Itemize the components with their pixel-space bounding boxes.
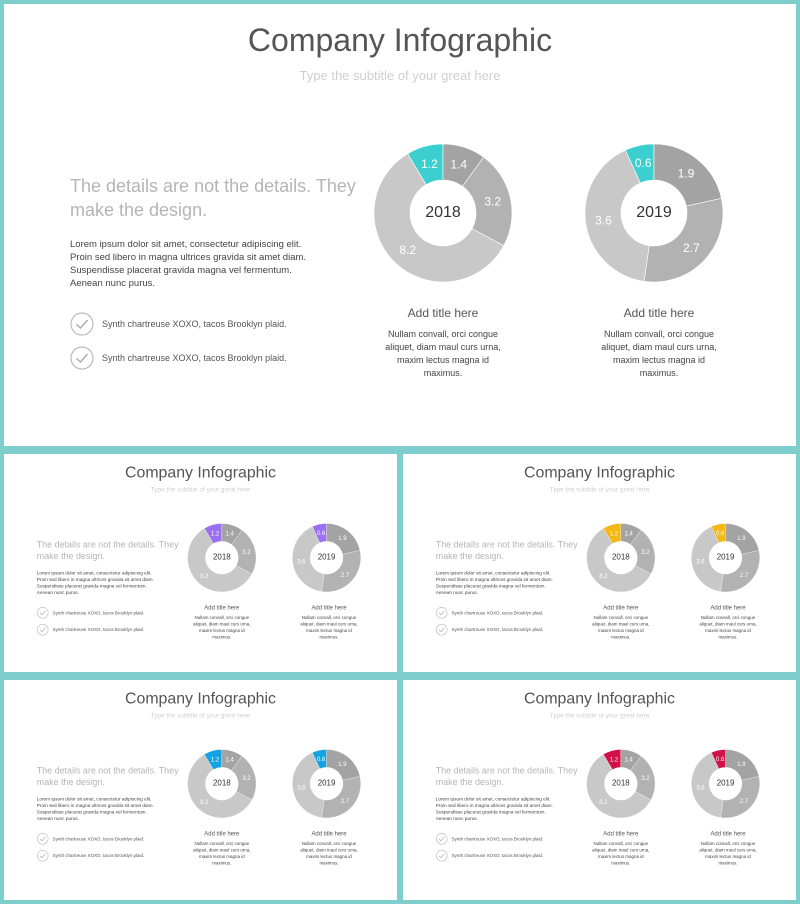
- checklist-item: [436, 607, 543, 619]
- donut-value-label: 0.6: [317, 756, 326, 763]
- slide-title: Company Infographic: [247, 22, 553, 58]
- slide-content: [4, 454, 397, 672]
- slide-subtitle: Type the subtitle of your great here: [150, 711, 251, 720]
- donut-value-label: 3.6: [297, 785, 306, 792]
- check-circle-icon: [37, 624, 49, 636]
- slide-subtitle: Type the subtitle of your great here: [299, 68, 501, 83]
- check-circle-icon: [70, 346, 94, 370]
- donut-value-label: 3.2: [484, 194, 502, 209]
- card-title: Add title here: [623, 306, 695, 320]
- donut-value-label: 2.7: [340, 572, 350, 579]
- slide-title: Company Infographic: [524, 462, 675, 481]
- slide-main: [4, 4, 796, 446]
- checklist-text: Synth chartreuse XOXO, tacos Brooklyn plaid.: [52, 853, 145, 859]
- card-description: Nullam convall, orci congue aliquet, diam maul curs urna, maxim lectus magna id maximus.: [592, 615, 650, 640]
- checklist-item: [436, 833, 543, 845]
- donut-value-label: 1.4: [624, 757, 633, 764]
- donut-value-label: 3.6: [696, 559, 705, 566]
- donut-center-label: 2018: [612, 553, 630, 562]
- slide-title: Company Infographic: [125, 688, 276, 707]
- donut-value-label: 2.7: [340, 798, 350, 805]
- slide-thumbnail-purple: [4, 454, 397, 672]
- donut-value-label: 1.4: [624, 531, 633, 538]
- check-circle-icon: [37, 607, 49, 619]
- body-text: Lorem ipsum dolor sit amet, consectetur adipiscing elit. Proin sed libero in magna ultrices gravida sit amet diam. Suspendisse placerat gravida magna vel fermentum. Aenean nunc purus.: [36, 796, 154, 822]
- check-circle-icon: [37, 833, 49, 845]
- checklist-item: [436, 850, 543, 862]
- checklist-item: [436, 624, 543, 636]
- card-description: Nullam convall, orci congue aliquet, diam maul curs urna, maxim lectus magna id maximus.: [300, 615, 358, 640]
- donut-center-label: 2018: [612, 779, 630, 788]
- slide-thumbnail-blue: [4, 680, 397, 900]
- donut-center-label: 2019: [716, 553, 735, 562]
- card-description: Nullam convall, orci congue aliquet, diam maul curs urna, maxim lectus magna id maximus.: [592, 841, 650, 866]
- card-title: Add title here: [204, 603, 240, 611]
- tagline: The details are not the details. They make the design.: [70, 176, 356, 220]
- checklist-text: Synth chartreuse XOXO, tacos Brooklyn plaid.: [451, 836, 544, 842]
- donut-value-label: 3.2: [641, 776, 650, 783]
- donut-value-label: 0.6: [634, 156, 652, 171]
- donut-value-label: 1.9: [737, 761, 746, 768]
- donut-center-label: 2019: [317, 553, 336, 562]
- checklist-text: Synth chartreuse XOXO, tacos Brooklyn plaid.: [451, 853, 544, 859]
- slide-subtitle: Type the subtitle of your great here: [549, 485, 650, 494]
- card-description: Nullam convall, orci congue aliquet, diam maul curs urna, maxim lectus magna id maximus.: [300, 841, 358, 866]
- card-title: Add title here: [311, 829, 347, 837]
- donut-value-label: 3.2: [242, 550, 251, 557]
- donut-value-label: 2.7: [739, 798, 749, 805]
- check-circle-icon: [70, 312, 94, 336]
- donut-chart-2019: [292, 523, 361, 592]
- donut-value-label: 1.9: [737, 535, 746, 542]
- donut-center-label: 2018: [213, 553, 231, 562]
- slide-content: [4, 680, 397, 899]
- card-title: Add title here: [204, 829, 240, 837]
- body-text: Lorem ipsum dolor sit amet, consectetur adipiscing elit. Proin sed libero in magna ultrices gravida sit amet diam. Suspendisse placerat gravida magna vel fermentum. Aenean nunc purus.: [435, 796, 553, 822]
- card-title: Add title here: [710, 829, 746, 837]
- donut-value-label: 0.6: [317, 530, 326, 537]
- donut-value-label: 2.7: [739, 572, 749, 579]
- card-title: Add title here: [710, 603, 746, 611]
- tagline: The details are not the details. They make the design.: [435, 539, 578, 562]
- donut-value-label: 1.2: [421, 156, 438, 171]
- donut-chart-2019: [691, 523, 760, 592]
- body-text: Lorem ipsum dolor sit amet, consectetur adipiscing elit. Proin sed libero in magna ultrices gravida sit amet diam. Suspendisse placerat gravida magna vel fermentum. Aenean nunc purus.: [70, 239, 307, 289]
- donut-chart-2019: [292, 749, 361, 818]
- donut-chart-2018: [586, 749, 655, 818]
- checklist-item: [70, 312, 287, 336]
- donut-center-label: 2019: [636, 204, 672, 221]
- donut-value-label: 0.6: [716, 756, 725, 763]
- donut-chart-2018: [373, 143, 513, 283]
- slide-content: [403, 454, 796, 672]
- card-description: Nullam convall, orci congue aliquet, diam maul curs urna, maxim lectus magna id maximus.: [193, 841, 251, 866]
- check-circle-icon: [37, 850, 49, 862]
- slide-title: Company Infographic: [125, 462, 276, 481]
- checklist-item: [37, 850, 144, 862]
- donut-value-label: 8.2: [200, 573, 209, 580]
- tagline: The details are not the details. They make the design.: [435, 765, 578, 788]
- checklist-text: Synth chartreuse XOXO, tacos Brooklyn plaid.: [102, 353, 287, 363]
- donut-value-label: 3.2: [242, 776, 251, 783]
- card-description: Nullam convall, orci congue aliquet, diam maul curs urna, maxim lectus magna id maximus.: [193, 615, 251, 640]
- card-description: Nullam convall, orci congue aliquet, diam maul curs urna, maxim lectus magna id maximus.: [699, 841, 757, 866]
- checklist-text: Synth chartreuse XOXO, tacos Brooklyn plaid.: [451, 627, 544, 633]
- donut-value-label: 1.2: [210, 531, 220, 538]
- checklist-item: [70, 346, 287, 370]
- body-text: Lorem ipsum dolor sit amet, consectetur adipiscing elit. Proin sed libero in magna ultrices gravida sit amet diam. Suspendisse placerat gravida magna vel fermentum. Aenean nunc purus.: [435, 570, 553, 596]
- card-description: Nullam convall, orci congue aliquet, diam maul curs urna, maxim lectus magna id maximus.: [699, 615, 757, 640]
- slide-thumbnail-red: [403, 680, 796, 900]
- donut-value-label: 1.9: [338, 535, 347, 542]
- donut-value-label: 1.2: [609, 757, 619, 764]
- checklist-item: [37, 607, 144, 619]
- slide-title: Company Infographic: [524, 688, 675, 707]
- slide-content: [4, 4, 796, 446]
- donut-center-label: 2019: [716, 779, 735, 788]
- donut-value-label: 8.2: [599, 799, 608, 806]
- card-description: Nullam convall, orci congue aliquet, diam maul curs urna, maxim lectus magna id maximus.: [601, 329, 717, 378]
- donut-chart-2019: [691, 749, 760, 818]
- donut-chart-2019: [584, 143, 724, 283]
- donut-value-label: 3.6: [297, 559, 306, 566]
- donut-value-label: 1.4: [225, 531, 234, 538]
- checklist-text: Synth chartreuse XOXO, tacos Brooklyn plaid.: [52, 610, 145, 616]
- checklist-text: Synth chartreuse XOXO, tacos Brooklyn plaid.: [102, 319, 287, 329]
- donut-chart-2018: [586, 523, 655, 592]
- tagline: The details are not the details. They make the design.: [36, 539, 179, 562]
- card-title: Add title here: [407, 306, 479, 320]
- donut-value-label: 1.4: [225, 757, 234, 764]
- checklist-item: [37, 833, 144, 845]
- donut-value-label: 3.2: [641, 550, 650, 557]
- card-title: Add title here: [603, 829, 639, 837]
- slide-thumbnail-yellow: [403, 454, 796, 672]
- checklist-text: Synth chartreuse XOXO, tacos Brooklyn plaid.: [52, 627, 145, 633]
- donut-value-label: 0.6: [716, 530, 725, 537]
- check-circle-icon: [436, 850, 448, 862]
- checklist-text: Synth chartreuse XOXO, tacos Brooklyn plaid.: [451, 610, 544, 616]
- donut-value-label: 1.9: [338, 761, 347, 768]
- donut-center-label: 2018: [213, 779, 231, 788]
- donut-center-label: 2019: [317, 779, 336, 788]
- check-circle-icon: [436, 624, 448, 636]
- slide-subtitle: Type the subtitle of your great here: [549, 711, 650, 720]
- tagline: The details are not the details. They make the design.: [36, 765, 179, 788]
- slide-subtitle: Type the subtitle of your great here: [150, 485, 251, 494]
- checklist-text: Synth chartreuse XOXO, tacos Brooklyn plaid.: [52, 836, 145, 842]
- donut-value-label: 3.6: [595, 213, 612, 228]
- body-text: Lorem ipsum dolor sit amet, consectetur adipiscing elit. Proin sed libero in magna ultrices gravida sit amet diam. Suspendisse placerat gravida magna vel fermentum. Aenean nunc purus.: [36, 570, 154, 596]
- donut-value-label: 8.2: [200, 799, 209, 806]
- checklist-item: [37, 624, 144, 636]
- donut-center-label: 2018: [425, 204, 461, 221]
- card-title: Add title here: [603, 603, 639, 611]
- check-circle-icon: [436, 833, 448, 845]
- donut-value-label: 1.9: [677, 166, 695, 181]
- card-description: Nullam convall, orci congue aliquet, diam maul curs urna, maxim lectus magna id maximus.: [385, 329, 501, 378]
- donut-value-label: 1.4: [450, 157, 468, 172]
- donut-value-label: 3.6: [696, 785, 705, 792]
- slide-content: [403, 680, 796, 899]
- donut-value-label: 8.2: [399, 242, 417, 257]
- card-title: Add title here: [311, 603, 347, 611]
- donut-value-label: 8.2: [599, 573, 608, 580]
- donut-value-label: 2.7: [682, 240, 700, 255]
- check-circle-icon: [436, 607, 448, 619]
- donut-value-label: 1.2: [210, 757, 220, 764]
- donut-chart-2018: [187, 523, 256, 592]
- donut-chart-2018: [187, 749, 256, 818]
- donut-value-label: 1.2: [609, 531, 619, 538]
